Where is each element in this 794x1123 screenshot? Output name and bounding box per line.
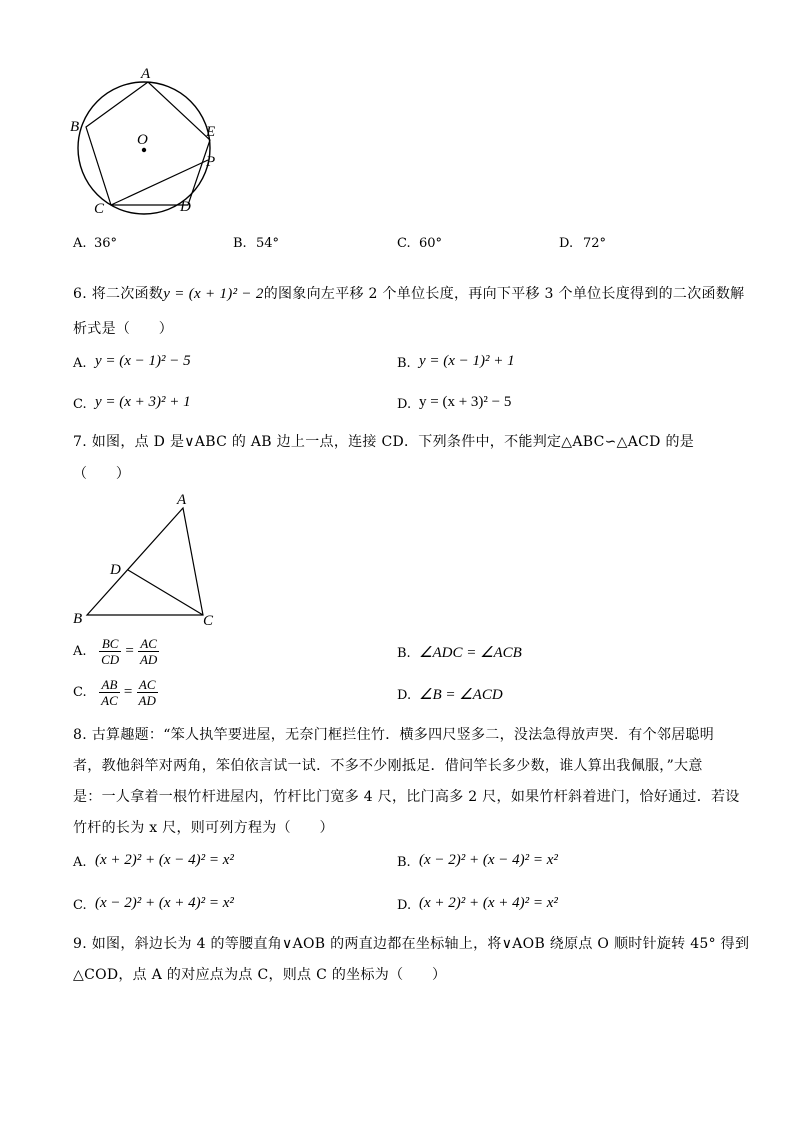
- q5-option-d-letter[interactable]: D.: [559, 236, 574, 251]
- q9-stem-text: 如图，斜边长为 4 的等腰直角∨AOB 的两直边都在坐标轴上，将∨AOB 绕原点 O 顺时针旋转 45° 得到: [91, 936, 750, 952]
- q9-number: 9.: [73, 936, 87, 952]
- q5-option-c-text[interactable]: 60°: [419, 236, 443, 251]
- q7-option-a-fraction-left: [99, 636, 121, 667]
- q8-option-a-letter[interactable]: A.: [73, 855, 87, 870]
- q6-option-c-letter[interactable]: C.: [73, 397, 87, 412]
- q7-option-a[interactable]: [73, 636, 159, 667]
- q5-circle-figure: [60, 60, 240, 230]
- denominator: AD: [139, 652, 158, 667]
- q8-option-c-text[interactable]: (x − 2)² + (x + 4)² = x²: [95, 895, 234, 911]
- q8-number: 8.: [73, 727, 87, 743]
- q8-stem-line1: [73, 724, 714, 744]
- q7-option-d-letter[interactable]: D.: [397, 688, 412, 703]
- numerator: BC: [99, 636, 121, 652]
- q6-option-d-text[interactable]: y = (x + 3)² − 5: [419, 394, 512, 410]
- q6-stem-line1: [73, 283, 744, 303]
- q7-option-d-text[interactable]: ∠B = ∠ACD: [419, 687, 503, 703]
- label-o: O: [137, 132, 148, 148]
- q8-option-c-letter[interactable]: C.: [73, 898, 87, 913]
- q5-option-a-letter[interactable]: A.: [73, 236, 87, 251]
- q8-stem-line4: 竹杆的长为 x 尺，则可列方程为（ ）: [73, 820, 334, 836]
- triangle-abc: [87, 508, 203, 615]
- q7-option-b-letter[interactable]: B.: [397, 646, 411, 661]
- numerator: AC: [137, 677, 158, 693]
- label-d: D: [110, 562, 121, 578]
- q6-stem-part2: 的图象向左平移 2 个单位长度，再向下平移 3 个单位长度得到的二次函数解: [263, 286, 745, 302]
- q5-option-c-letter[interactable]: C.: [397, 236, 411, 251]
- segment-cp: [111, 160, 208, 205]
- q8-option-d-letter[interactable]: D.: [397, 898, 412, 913]
- label-d: D: [180, 199, 191, 215]
- q7-number: 7.: [73, 434, 87, 450]
- q8-option-d-text[interactable]: (x + 2)² + (x + 4)² = x²: [419, 895, 558, 911]
- label-c: C: [203, 613, 214, 629]
- q5-option-b-letter[interactable]: B.: [233, 236, 247, 251]
- q8-option-b-text[interactable]: (x − 2)² + (x − 4)² = x²: [419, 852, 558, 868]
- q6-stem-part1: 将二次函数: [91, 286, 164, 302]
- label-a: A: [141, 66, 151, 82]
- q6-option-d-letter[interactable]: D.: [397, 397, 412, 412]
- numerator: AC: [138, 636, 159, 652]
- q5-option-d-text[interactable]: 72°: [583, 236, 607, 251]
- label-b: B: [73, 611, 83, 627]
- q5-option-a-text[interactable]: 36°: [94, 236, 118, 251]
- q5-option-b-text[interactable]: 54°: [256, 236, 280, 251]
- denominator: CD: [101, 652, 120, 667]
- q6-stem-function: y = (x + 1)² − 2: [163, 286, 264, 302]
- q7-option-c-fraction-left: [99, 677, 120, 708]
- q6-number: 6.: [73, 286, 87, 302]
- equals-sign: =: [125, 643, 134, 659]
- label-p: P: [206, 154, 216, 170]
- q6-option-c-text[interactable]: y = (x + 3)² + 1: [95, 394, 191, 410]
- equals-sign: =: [123, 684, 133, 700]
- numerator: AB: [99, 677, 120, 693]
- denominator: AC: [101, 693, 118, 708]
- q7-stem-line2: （ ）: [73, 466, 131, 482]
- q8-stem-text: 古算趣题：“笨人执竿要进屋，无奈门框拦住竹．横多四尺竖多二，没法急得放声哭．有个邻居聪明: [91, 727, 715, 743]
- q7-option-c[interactable]: [73, 677, 158, 708]
- q6-option-a-letter[interactable]: A.: [73, 356, 87, 371]
- label-e: E: [206, 124, 216, 140]
- q7-option-c-fraction-right: [137, 677, 158, 708]
- pentagon-abcde: [86, 82, 210, 205]
- denominator: AD: [138, 693, 156, 708]
- q6-stem-line2: 析式是（ ）: [73, 321, 174, 337]
- label-a: A: [177, 492, 187, 508]
- q8-option-b-letter[interactable]: B.: [397, 855, 411, 870]
- label-c: C: [94, 201, 105, 217]
- q8-stem-line2: 者，教他斜竿对两角，笨伯依言试一试．不多不少刚抵足．借问竿长多少数，谁人算出我佩服，”大意: [73, 758, 703, 774]
- q7-option-c-letter: C.: [73, 685, 87, 700]
- q7-triangle-figure: [70, 488, 230, 633]
- q8-option-a-text[interactable]: (x + 2)² + (x − 4)² = x²: [95, 852, 234, 868]
- q9-stem-line2: △COD，点 A 的对应点为点 C，则点 C 的坐标为（ ）: [73, 967, 447, 983]
- q7-option-b-text[interactable]: ∠ADC = ∠ACB: [419, 645, 522, 661]
- q6-option-b-letter[interactable]: B.: [397, 356, 411, 371]
- q7-stem-line1: [73, 431, 694, 451]
- center-point-o: [142, 148, 146, 152]
- q9-stem-line1: [73, 933, 749, 953]
- q8-stem-line3: 是：一人拿着一根竹杆进屋内，竹杆比门宽多 4 尺，比门高多 2 尺，如果竹杆斜着进门，恰好通过．若设: [73, 789, 740, 805]
- q7-option-a-fraction-right: [138, 636, 159, 667]
- q6-option-b-text[interactable]: y = (x − 1)² + 1: [419, 353, 515, 369]
- q7-stem-text: 如图，点 D 是∨ABC 的 AB 边上一点，连接 CD．下列条件中，不能判定△ABC∽△ACD 的是: [91, 434, 695, 450]
- segment-cd: [128, 570, 203, 615]
- q7-option-a-letter: A.: [73, 644, 87, 659]
- label-b: B: [70, 119, 80, 135]
- q6-option-a-text[interactable]: y = (x − 1)² − 5: [95, 353, 191, 369]
